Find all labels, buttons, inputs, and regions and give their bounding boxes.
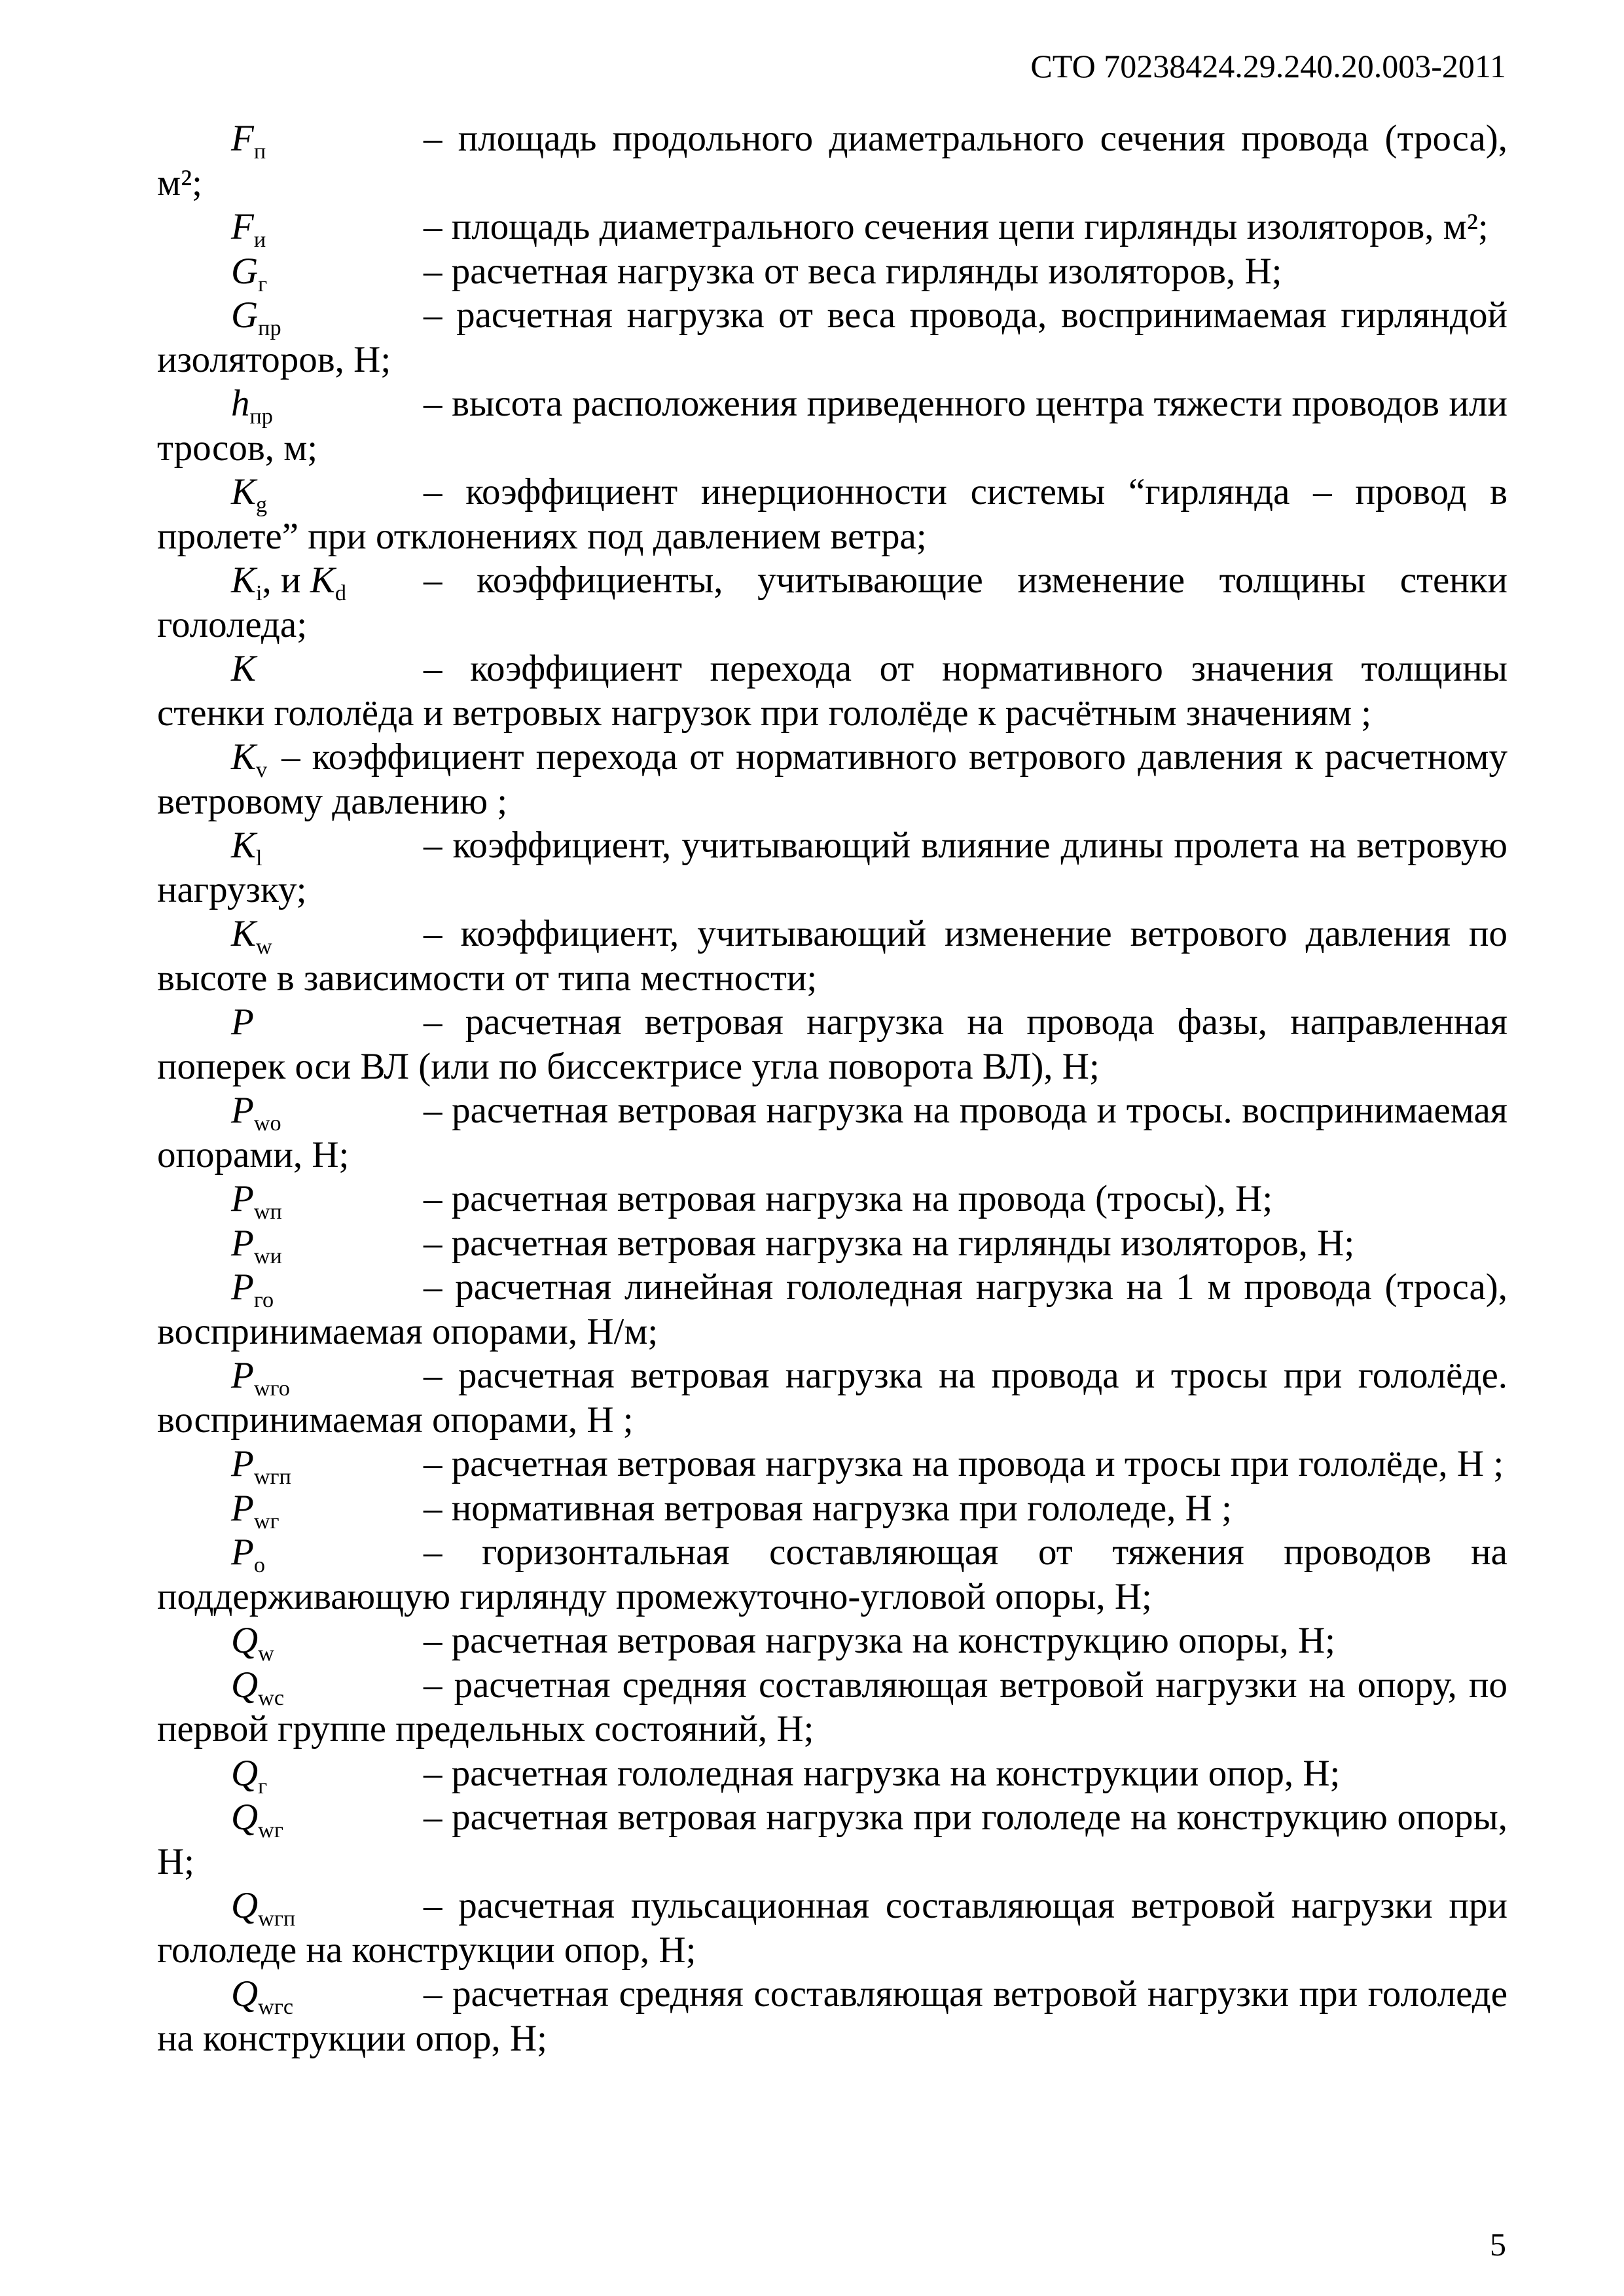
definition-symbol: $P_o$	[231, 1532, 265, 1577]
definition-symbol: $P_{wг}$	[231, 1487, 280, 1534]
definition-item	[157, 1751, 1507, 1799]
definition-text: – расчетная средняя составляющая ветровой нагрузки при гололеде на конструкции опор, Н;	[157, 1973, 1507, 2059]
definition-text: – расчетная нагрузка от веса гирлянды изоляторов, Н;	[424, 250, 1282, 292]
definition-symbol: $P_{го}$	[231, 1266, 274, 1312]
definition-item	[157, 205, 1507, 252]
definition-symbol: $P_{wп}$	[231, 1178, 282, 1224]
definition-item	[157, 1000, 1507, 1088]
definition-item	[157, 735, 1507, 823]
definition-item	[157, 249, 1507, 294]
definition-item	[157, 1619, 1507, 1666]
definition-item	[157, 647, 1507, 735]
definition-text: – площадь диаметрального сечения цепи гирлянды изоляторов, м²;	[424, 206, 1489, 247]
definition-item	[157, 382, 1507, 470]
definition-text: – высота расположения приведенного центра тяжести проводов или тросов, м;	[157, 383, 1507, 469]
definition-text: – расчетная средняя составляющая ветровой нагрузки на опору, по первой группе предельных состояний, Н;	[157, 1664, 1507, 1749]
definition-item	[157, 470, 1507, 558]
definition-symbol: $P_{wго}$	[231, 1355, 290, 1401]
definition-item	[157, 1530, 1507, 1619]
definition-symbol: $h_{пр}$	[231, 383, 273, 429]
definition-symbol: $Q_{wгс}$	[231, 1973, 294, 2019]
definition-text: – расчетная нагрузка от веса провода, воспринимаемая гирляндой изоляторов, Н;	[157, 295, 1507, 380]
definition-symbol: $K_v$	[231, 736, 268, 782]
definition-symbol: $P_{wгп}$	[231, 1443, 291, 1489]
definition-symbol: P	[231, 1001, 254, 1043]
definition-symbol: $G_{пр}$	[231, 295, 281, 340]
definition-symbol: $Q_{wгп}$	[231, 1885, 296, 1931]
definition-item	[157, 1265, 1507, 1354]
definition-symbol: $F_и$	[231, 206, 266, 252]
definition-item	[157, 1795, 1507, 1884]
definition-text: – площадь продольного диаметрального сечения провода (троса), м²;	[157, 118, 1507, 204]
definition-text: – расчетная ветровая нагрузка на провода фазы, направленная поперек оси ВЛ (или по биссектрисе угла поворота ВЛ), Н;	[157, 1001, 1507, 1087]
definition-symbol: $G_г$	[231, 250, 268, 296]
definition-symbol: $K_w$	[231, 913, 272, 959]
definition-text: – коэффициент, учитывающий изменение ветрового давления по высоте в зависимости от типа местности;	[157, 913, 1507, 999]
definition-text: – расчетная пульсационная составляющая ветровой нагрузки при гололеде на конструкции опор, Н;	[157, 1885, 1507, 1971]
definition-item	[157, 1972, 1507, 2060]
definition-symbol: $Q_г$	[231, 1752, 268, 1799]
definition-text: – коэффициент инерционности системы “гирлянда – провод в пролете” при отклонениях под давлением ветра;	[157, 471, 1507, 557]
definition-symbol: $P_{wи}$	[231, 1222, 282, 1268]
definition-item	[157, 293, 1507, 382]
document-code-header: СТО 70238424.29.240.20.003-2011	[1030, 48, 1506, 84]
definition-text: – расчетная ветровая нагрузка на провода и тросы. воспринимаемая опорами, Н;	[157, 1090, 1507, 1175]
definition-symbol: $K_l$	[231, 825, 262, 870]
definition-text: – расчетная гололедная нагрузка на конструкции опор, Н;	[424, 1752, 1341, 1794]
definition-text: – расчетная ветровая нагрузка на конструкцию опоры, Н;	[424, 1620, 1335, 1661]
definition-symbol: $P_{wo}$	[231, 1090, 281, 1136]
definition-item	[157, 1663, 1507, 1751]
definition-text: – коэффициенты, учитывающие изменение толщины стенки гололеда;	[157, 560, 1507, 645]
definition-item	[157, 823, 1507, 912]
definition-item	[157, 1486, 1507, 1534]
definition-text: – расчетная ветровая нагрузка при гололеде на конструкцию опоры, Н;	[157, 1797, 1507, 1882]
notation-list	[157, 117, 1507, 2060]
definition-item	[157, 558, 1507, 647]
definition-text: – коэффициент перехода от нормативного значения толщины стенки гололёда и ветровых нагрузок при гололёде к расчётным значениям ;	[157, 648, 1507, 734]
definition-item	[157, 117, 1507, 205]
definition-symbol: $K_i$, и $K_d$	[231, 560, 346, 605]
definition-symbol: $K_g$	[231, 471, 268, 517]
definition-symbol: $Q_{wc}$	[231, 1664, 285, 1710]
definition-text: – расчетная ветровая нагрузка на гирлянды изоляторов, Н;	[424, 1222, 1355, 1264]
definition-symbol: $Q_{wг}$	[231, 1797, 283, 1842]
definition-symbol: K	[231, 648, 257, 689]
definition-symbol: $F_п$	[231, 118, 266, 164]
definition-text: – расчетная ветровая нагрузка на провода (тросы), Н;	[424, 1178, 1273, 1219]
definition-text: – коэффициент, учитывающий влияние длины пролета на ветровую нагрузку;	[157, 825, 1507, 910]
definition-text: – расчетная ветровая нагрузка на провода и тросы при гололёде, Н ;	[424, 1443, 1504, 1484]
definition-item	[157, 1884, 1507, 1972]
definition-item	[157, 1354, 1507, 1442]
definition-item	[157, 912, 1507, 1000]
definition-text: – коэффициент перехода от нормативного ветрового давления к расчетному ветровому давлению ;	[157, 736, 1507, 822]
definition-text: – нормативная ветровая нагрузка при гололеде, Н ;	[424, 1487, 1232, 1529]
definition-item	[157, 1442, 1507, 1489]
definition-item	[157, 1088, 1507, 1177]
definition-item	[157, 1177, 1507, 1224]
definition-item	[157, 1221, 1507, 1266]
page-number: 5	[1490, 2226, 1506, 2263]
definition-text: – расчетная ветровая нагрузка на провода и тросы при гололёде. воспринимаемая опорами, Н ;	[157, 1355, 1507, 1441]
definition-symbol: $Q_w$	[231, 1620, 274, 1666]
definition-text: – расчетная линейная гололедная нагрузка на 1 м провода (троса), воспринимаемая опорами, Н/м;	[157, 1266, 1507, 1352]
definition-text: – горизонтальная составляющая от тяжения проводов на поддерживающую гирлянду промежуточно-угловой опоры, Н;	[157, 1532, 1507, 1617]
